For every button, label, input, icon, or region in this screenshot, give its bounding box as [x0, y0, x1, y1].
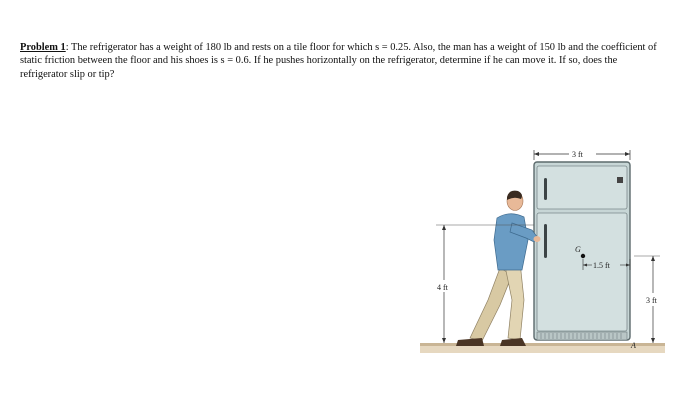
dim-g-height-label: 3 ft	[646, 296, 657, 305]
point-a-label: A	[631, 341, 636, 350]
problem-label: Problem 1	[20, 42, 66, 53]
refrigerator	[534, 162, 630, 340]
dimension-width	[534, 150, 630, 160]
dim-push-height-label: 4 ft	[437, 283, 448, 292]
dimension-g-height	[634, 256, 660, 343]
man-pushing	[456, 191, 541, 346]
problem-body: : The refrigerator has a weight of 180 lb and rests on a tile floor for which s = 0.25. Also, the man has a weight of 150 lb and the coefficient of static friction between the floor and his shoes is s = 0.6. If he pushes horizontally on the refrigerator, determine if he can move it. If so, does the refrigerator slip or tip?	[20, 42, 657, 80]
point-g-label: G	[575, 245, 581, 254]
dim-width-label: 3 ft	[572, 150, 583, 159]
dim-g-offset-label: 1.5 ft	[593, 261, 610, 270]
